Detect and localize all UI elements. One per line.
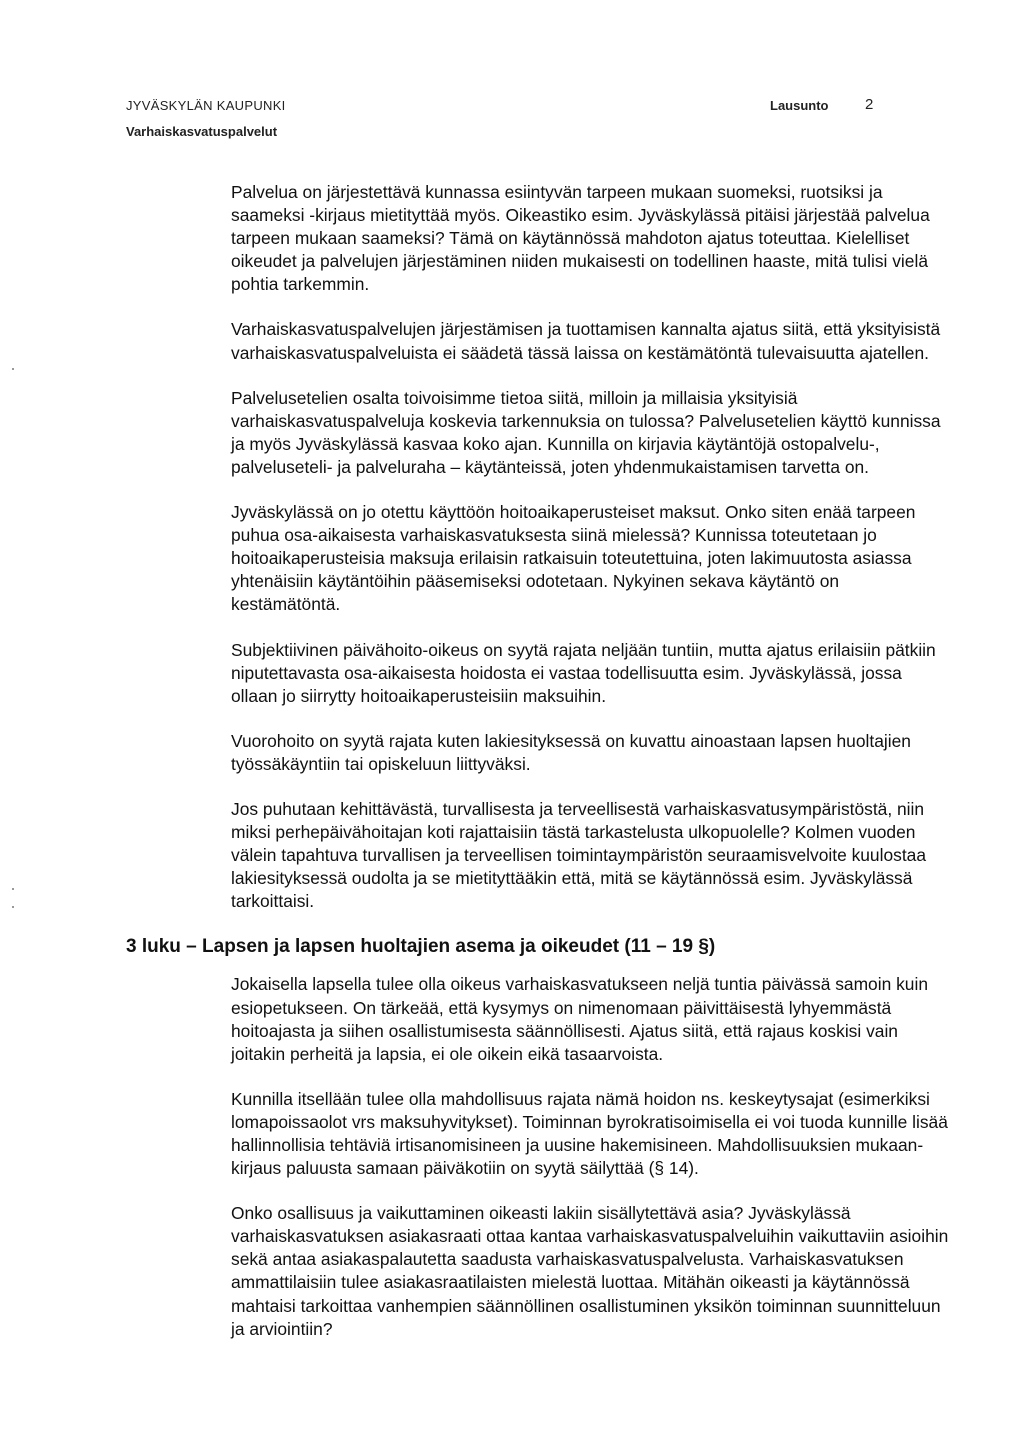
organization-name: JYVÄSKYLÄN KAUPUNKI (126, 98, 286, 113)
margin-mark (12, 888, 14, 890)
paragraph-shift-care: Vuorohoito on syytä rajata kuten lakiesityksessä on kuvattu ainoastaan lapsen huoltajien työssäkäyntiin tai opiskeluun liittyväksi. (231, 730, 911, 774)
paragraph-care-time-fees: Jyväskylässä on jo otettu käyttöön hoitoaikaperusteiset maksut. Onko siten enää tarpeen puhua osa-aikaisesta varhaiskasvatuksesta siinä mielessä? Kunnissa toteutetaan jo hoitoaikaperusteisia maksuja erilaisin ratkaisuin toteutettuina, joten lakimuutosta asiassa yhtenäisiin käytäntöihin pääsemiseksi odotetaan. Nykyinen sekava käytäntö on kestämätöntä. (231, 502, 916, 615)
paragraph-family-daycare: Jos puhutaan kehittävästä, turvallisesta ja terveellisestä varhaiskasvatusympäristöstä, niin miksi perhepäivähoitajan koti rajattaisiin tästä tarkastelusta ulkopuolelle? Kolmen vuoden välein tapahtuva turvallisen ja terveellisen toimintaympäristön seuraamisvelvoite kuulostaa lakiesityksessä oudolta ja se mietityttääkin että, mitä se käytännössä esim. Jyväskylässä tarkoittaisi. (231, 798, 927, 912)
paragraph-service-vouchers: Palvelusetelien osalta toivoisimme tietoa siitä, milloin ja millaisia yksityisiä varhaiskasvatuspalveluja koskevia tarkennuksia on tulossa? Palvelusetelien käyttö kunnissa ja myös Jyväskylässä kasvaa koko ajan. Kunnilla on kirjavia käytäntöjä ostopalvelu-, palveluseteli- ja palveluraha – käytänteissä, joten yhdenmukaistamisen tarvetta on. (231, 387, 941, 477)
page-header (0, 0, 1024, 150)
margin-mark (12, 368, 14, 370)
section-heading: 3 luku – Lapsen ja lapsen huoltajien asema ja oikeudet (11 – 19 §) (126, 936, 716, 958)
paragraph-four-hours-right: Jokaisella lapsella tulee olla oikeus varhaiskasvatukseen neljä tuntia päivässä samoin kuin esiopetukseen. On tärkeää, että kysymys on nimenomaan päivittäisestä lyhyemmästä hoitoajasta ja siihen osallistumisesta säännöllisesti. Ajatus siitä, että rajaus koskisi vain joitakin perheitä ja lapsia, ei ole oikein eikä tasaarvoista. (231, 974, 928, 1064)
paragraph-subjective-right: Subjektiivinen päivähoito-oikeus on syytä rajata neljään tuntiin, mutta ajatus erilaisiin pätkiin niputettavasta osa-aikaisesta hoidosta ei vastaa todellisuutta esim. Jyväskylässä, jossa ollaan jo siirrytty hoitoaikaperusteisiin maksuihin. (231, 639, 936, 706)
document-type: Lausunto (770, 98, 829, 113)
margin-mark (12, 906, 14, 908)
paragraph-interruption-periods: Kunnilla itsellään tulee olla mahdollisuus rajata nämä hoidon ns. keskeytysajat (esimerkiksi lomapoissaolot vrs maksuhyvitykset). Toiminnan byrokratisoimisella ei voi tuoda kunnille lisää hallinnollisia tehtäviä irtisanomisineen ja uusine hakemisineen. Mahdollisuuksien mukaan- kirjaus paluusta samaan päiväkotiin on syytä säilyttää (§ 14). (231, 1088, 948, 1179)
paragraph-language-services: Palvelua on järjestettävä kunnassa esiintyvän tarpeen mukaan suomeksi, ruotsiksi ja saameksi -kirjaus mietityttää myös. Oikeastiko esim. Jyväskylässä pitäisi järjestää palvelua tarpeen mukaan saameksi? Tämä on käytännössä mahdoton ajatus toteuttaa. Kielelliset oikeudet ja palvelujen järjestäminen niiden mukaisesti on todellinen haaste, mitä tulisi vielä pohtia tarkemmin. (231, 182, 930, 295)
department-name: Varhaiskasvatuspalvelut (126, 124, 278, 139)
document-body (126, 181, 956, 1363)
page-number: 2 (865, 96, 874, 113)
paragraph-private-services: Varhaiskasvatuspalvelujen järjestämisen ja tuottamisen kannalta ajatus siitä, että yksityisistä varhaiskasvatuspalveluista ei säädetä tässä laissa on kestämätöntä tulevaisuutta ajatellen. (231, 319, 941, 363)
paragraph-participation: Onko osallisuus ja vaikuttaminen oikeasti lakiin sisällytettävä asia? Jyväskylässä varhaiskasvatuksen asiakasraati ottaa kantaa varhaiskasvatuspalveluihin vaikuttaviin asioihin sekä antaa asiakaspalautetta saadusta varhaiskasvatuspalvelusta. Varhaiskasvatuksen ammattilaisiin tulee asiakasraatilaisten mielestä luottaa. Mitähän oikeasti ja käytännössä mahtaisi tarkoittaa vanhempien säännöllinen osallistuminen yksikön toiminnan suunnitteluun ja arviointiin? (231, 1203, 949, 1339)
